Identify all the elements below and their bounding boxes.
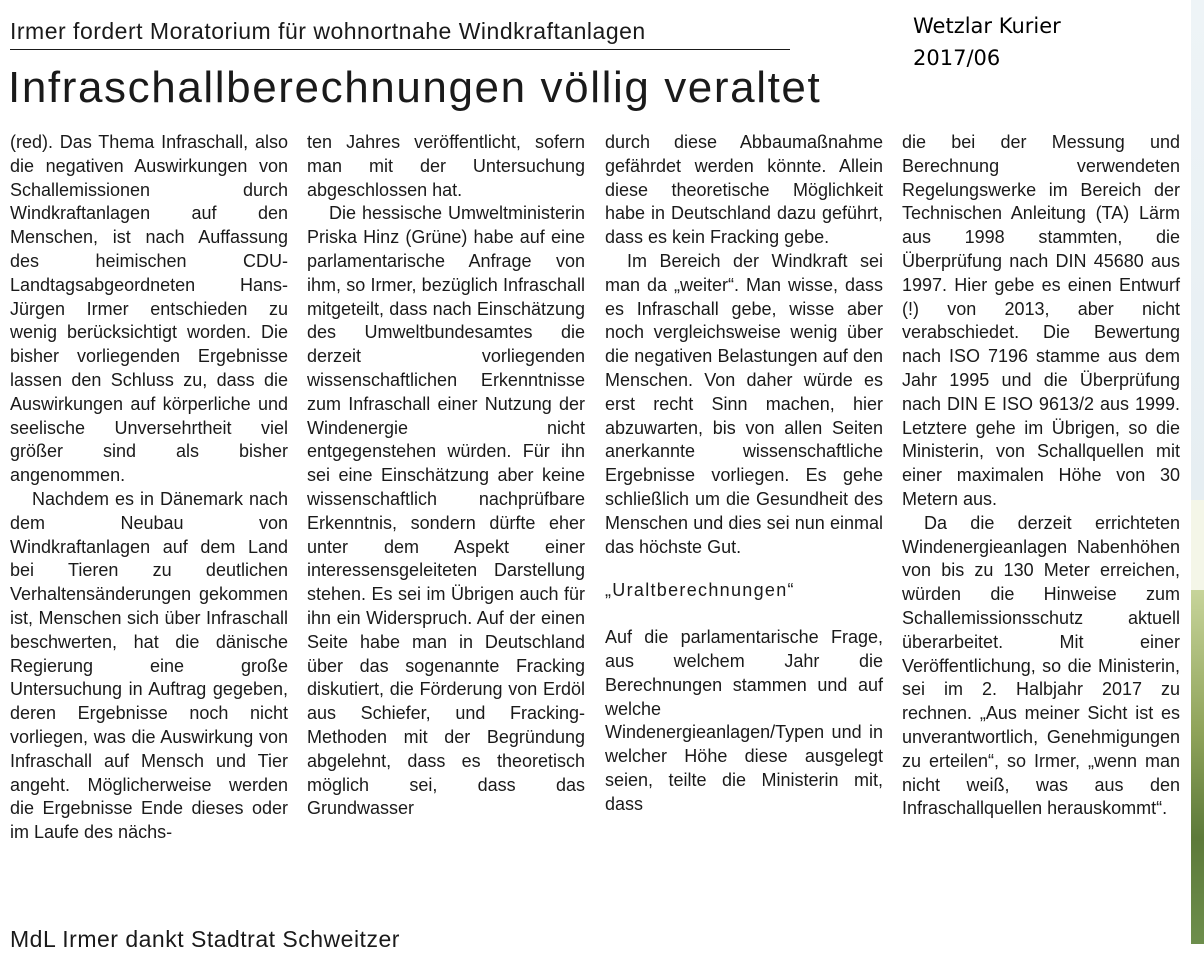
article-column-3 bbox=[605, 131, 883, 817]
edge-strip-meadow bbox=[1191, 590, 1204, 944]
article-kicker: Irmer fordert Moratorium für wohnortnahe Windkraftanlagen bbox=[10, 18, 646, 44]
paragraph: Auf die parlamentarische Frage, aus welchem Jahr die Berechnungen stammen und auf welche Windenergieanlagen/Typen und in welcher Höhe diese ausgelegt seien, teilte die Ministerin mit, dass bbox=[605, 627, 883, 814]
paragraph: Da die derzeit errichteten Windenergieanlagen Nabenhöhen von bis zu 130 Meter erreichen, würden die Hinweise zum Schallemissionsschutz aktuell überarbeitet. Mit einer Veröffentlichung, so die Ministerin, sei im 2. Halbjahr 2017 zu rechnen. „Aus meiner Sicht ist es unverantwortlich, Genehmigungen zu erteilen“, so Irmer, „wenn man nicht weiß, was aus den Infraschallquellen herauskommt“. bbox=[902, 512, 1180, 819]
source-issue: 2017/06 bbox=[913, 46, 1001, 70]
source-publication: Wetzlar Kurier bbox=[913, 14, 1061, 38]
article-headline: Infraschallberechnungen völlig veraltet bbox=[8, 63, 822, 112]
paragraph: Nachdem es in Dänemark nach dem Neubau von Windkraftanlagen auf dem Land bei Tieren zu deutlichen Verhaltensänderungen gekommen ist, Menschen sich über Infraschall beschwerten, hat die dänische Regierung eine große Untersuchung in Auftrag gegeben, deren Ergebnisse noch nicht vorliegen, was die Auswirkung von Infraschall auf Mensch und Tier angeht. Möglicherweise werden die Ergebnisse Ende dieses oder im Laufe des nächs- bbox=[10, 488, 288, 843]
article-column-2 bbox=[307, 131, 585, 821]
source-note bbox=[913, 10, 1061, 74]
article-column-1 bbox=[10, 131, 288, 845]
paragraph: die bei der Messung und Berechnung verwendeten Regelungswerke im Bereich der Technischen Anleitung (TA) Lärm aus 1998 stammten, die Überprüfung nach DIN 45680 aus 1997. Hier gebe es einen Entwurf (!) von 2013, aber nicht verabschiedet. Die Bewertung nach ISO 7196 stamme aus dem Jahr 1995 und die Überprüfung nach DIN E ISO 9613/2 aus 1999. Letztere gehe im Übrigen, so die Ministerin, von Schallquellen mit einer maximalen Höhe von 30 Metern aus. bbox=[902, 132, 1180, 509]
edge-strip-light bbox=[1191, 500, 1204, 590]
subheading: „Uraltberechnungen“ bbox=[605, 580, 795, 601]
paragraph: ten Jahres veröffentlicht, sofern man mit der Untersuchung abgeschlossen hat. bbox=[307, 132, 585, 200]
paragraph: (red). Das Thema Infraschall, also die negativen Auswirkungen von Schallemissionen durch Windkraftanlagen auf den Menschen, ist nach Auffassung des heimischen CDU-Landtagsabgeordneten Hans-Jürgen Irmer entschieden zu wenig berücksichtigt worden. Die bisher vorliegenden Ergebnisse lassen den Schluss zu, dass die Auswirkungen auf körperliche und seelische Unversehrtheit viel größer sind als bisher angenommen. bbox=[10, 132, 288, 486]
edge-strip-sky bbox=[1191, 0, 1204, 500]
paragraph: Die hessische Umweltministerin Priska Hinz (Grüne) habe auf eine parlamentarische Anfrage von ihm, so Irmer, bezüglich Infraschall mitgeteilt, dass nach Einschätzung des Umweltbundesamtes die derzeit vorliegenden wissenschaftlichen Erkenntnisse zum Infraschall einer Nutzung der Windenergie nicht entgegenstehen würden. Für ihn sei eine Einschätzung aber keine wissenschaftlich nachprüfbare Erkenntnis, sondern dürfte eher unter dem Aspekt einer interessensgeleiteten Darstellung stehen. Es sei im Übrigen auch für ihn ein Widerspruch. Auf der einen Seite habe man in Deutschland über das sogenannte Fracking diskutiert, die Förderung von Erdöl aus Schiefer, und Fracking-Methoden mit der Begründung abgelehnt, dass es theoretisch möglich sei, dass das Grundwasser bbox=[307, 203, 585, 819]
kicker-underline bbox=[10, 49, 790, 50]
paragraph: Im Bereich der Windkraft sei man da „weiter“. Man wisse, dass es Infraschall gebe, wisse aber noch vergleichsweise wenig über die negativen Belastungen auf den Menschen. Von daher würde es erst recht Sinn machen, hier abzuwarten, bis von allen Seiten anerkannte wissenschaftliche Ergebnisse vorliegen. Es gehe schließlich um die Gesundheit des Menschen und dies sei nun einmal das höchste Gut. bbox=[605, 250, 883, 557]
paragraph: durch diese Abbaumaßnahme gefährdet werden könnte. Allein diese theoretische Möglichkeit habe in Deutschland dazu geführt, dass es kein Fracking gebe. bbox=[605, 132, 883, 248]
next-article-headline: MdL Irmer dankt Stadtrat Schweitzer bbox=[10, 926, 400, 952]
article-column-4 bbox=[902, 131, 1180, 821]
